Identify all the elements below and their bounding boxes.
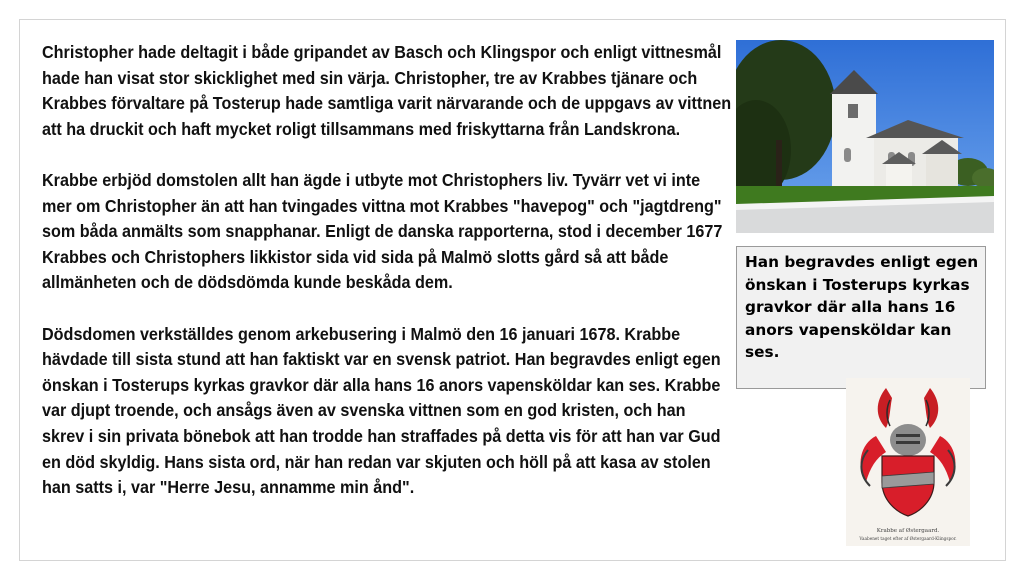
- coat-subcaption: Vaabenet taget efter af Østergaard-Klingspor.: [859, 536, 957, 541]
- slide: [19, 19, 1006, 561]
- caption-text: Han begravdes enligt egen önskan i Tosterups kyrkas gravkor där alla hans 16 anors vapensköldar kan ses.: [745, 253, 979, 362]
- coat-of-arms-image: [846, 378, 970, 546]
- paragraph-2: Krabbe erbjöd domstolen allt han ägde i utbyte mot Christophers liv. Tyvärr vet vi inte mer om Christopher än att han tvingades vittna mot Krabbes "havepog" och "jagtdreng" som båda anmälts som snapphanar. Enligt de danska rapporterna, stod i december 1677 Krabbes och Christophers likkistor sida vid sida på Malmö slotts gård så att både allmänheten och de dödsdömda kunde beskåda dem.: [42, 169, 723, 293]
- church-photo: [736, 40, 994, 233]
- body-text: [42, 40, 732, 526]
- paragraph-3: Dödsdomen verkställdes genom arkebusering i Malmö den 16 januari 1678. Krabbe hävdade till sista stund att han faktiskt var en svensk patriot. Han begravdes enligt egen önskan i Tosterups kyrkas gravkor där alla hans 16 anors vapensköldar kan ses. Krabbe var djupt troende, och ansågs även av svenska vittnen som en god kristen, och han skrev i sin privata bönebok att han trodde han straffades på detta vis för att han var Gud en död skyldig. Hans sista ord, när han redan var skjuten och höll på att kasa av stolen han satts i, var "Herre Jesu, annamme min ånd".: [42, 323, 721, 498]
- paragraph-1: Christopher hade deltagit i både gripandet av Basch och Klingspor och enligt vittnesmål hade han visat stor skicklighet med sin värja. Christopher, tre av Krabbes tjänare och Krabbes förvaltare på Tosterup hade samtliga varit närvarande och de uppgavs av vittnen att ha druckit och haft mycket roligt tillsammans med friskyttarna från Landskrona.: [42, 42, 732, 139]
- caption-box: [736, 246, 986, 389]
- coat-caption: Krabbe af Østergaard.: [876, 528, 940, 534]
